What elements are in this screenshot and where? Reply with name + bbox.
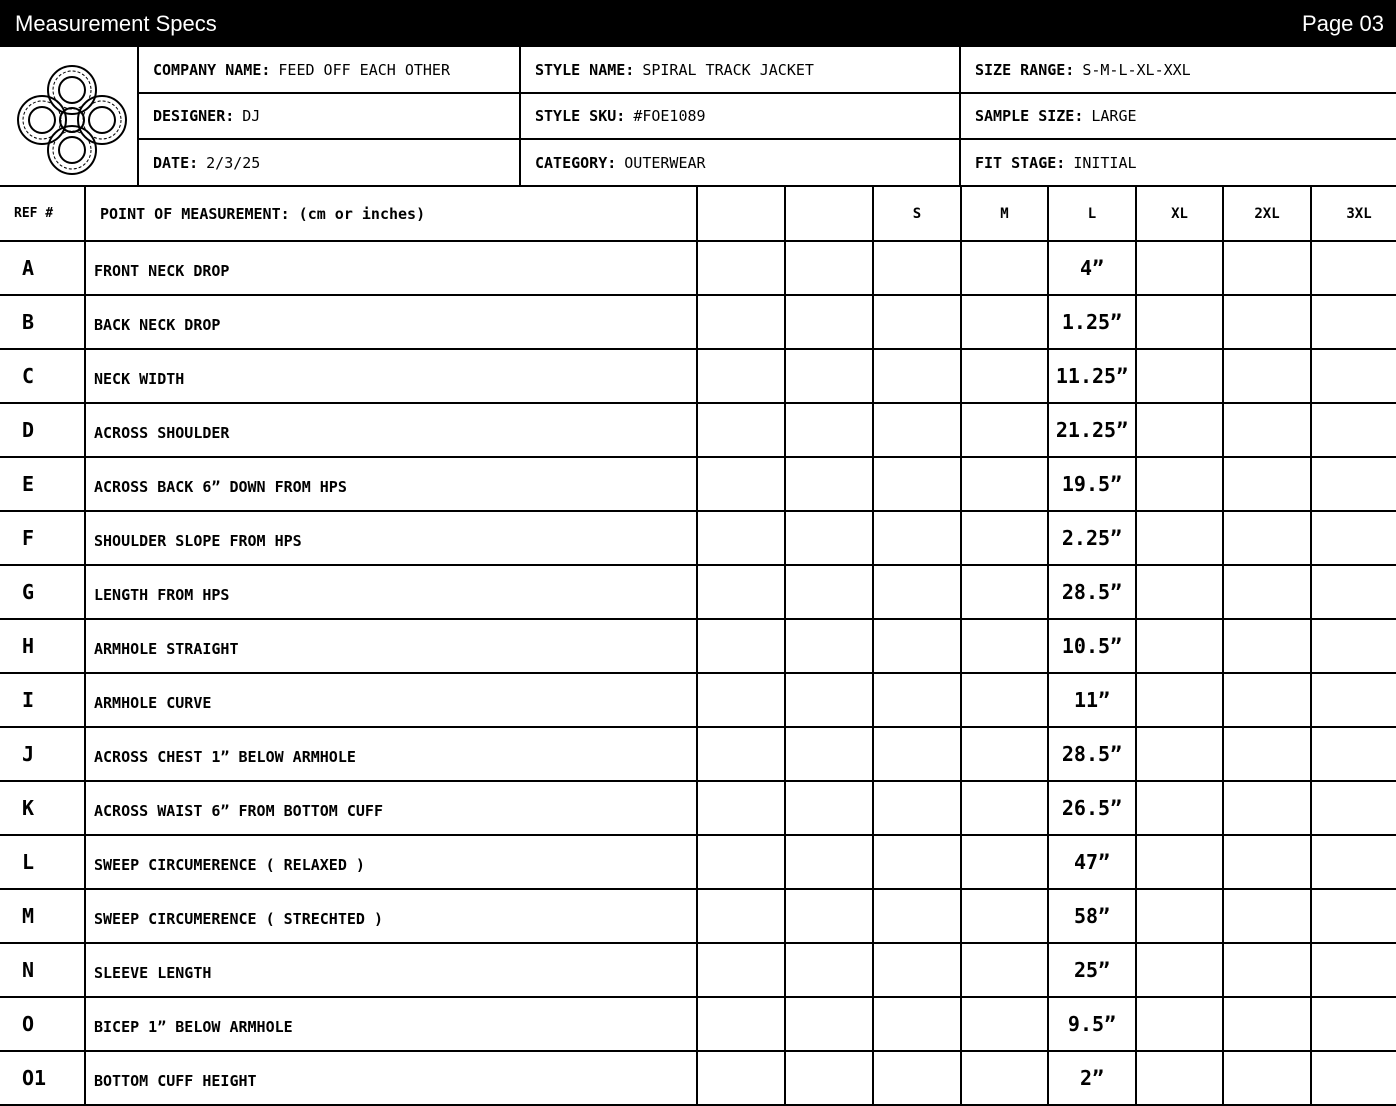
size-xl-cell[interactable] [1136, 511, 1223, 565]
size-l-cell[interactable]: 9.5” [1048, 997, 1136, 1051]
size-2xl-cell[interactable] [1223, 565, 1311, 619]
table-row [0, 889, 1396, 943]
size-2xl-cell[interactable] [1223, 835, 1311, 889]
ref-cell[interactable]: I [0, 673, 85, 727]
size-s-cell[interactable] [873, 565, 961, 619]
measurement-table [0, 185, 1396, 1106]
size-2xl-cell[interactable] [1223, 889, 1311, 943]
empty-cell[interactable] [697, 511, 785, 565]
measurement-point-cell[interactable]: SWEEP CIRCUMERENCE ( RELAXED ) [85, 835, 697, 889]
measurement-point-cell[interactable]: ACROSS CHEST 1” BELOW ARMHOLE [85, 727, 697, 781]
table-body [0, 241, 1396, 1105]
size-s-cell[interactable] [873, 403, 961, 457]
col-blank [785, 186, 873, 241]
field-label: STYLE SKU: [535, 107, 626, 125]
measurement-point-cell[interactable]: ARMHOLE STRAIGHT [85, 619, 697, 673]
size-3xl-cell[interactable] [1311, 943, 1396, 997]
size-m-cell[interactable] [961, 565, 1048, 619]
ref-cell[interactable]: N [0, 943, 85, 997]
empty-cell[interactable] [785, 349, 873, 403]
table-row [0, 727, 1396, 781]
field-label: DATE: [153, 153, 199, 172]
ref-cell[interactable]: O1 [0, 1051, 85, 1105]
size-3xl-cell[interactable] [1311, 403, 1396, 457]
field-label: SAMPLE SIZE: [975, 107, 1084, 125]
size-l-cell[interactable]: 1.25” [1048, 295, 1136, 349]
size-3xl-cell[interactable] [1311, 295, 1396, 349]
brand-logo [0, 47, 139, 185]
size-m-cell[interactable] [961, 781, 1048, 835]
size-2xl-cell[interactable] [1223, 349, 1311, 403]
empty-cell[interactable] [785, 889, 873, 943]
empty-cell[interactable] [785, 457, 873, 511]
size-s-cell[interactable] [873, 727, 961, 781]
col-size-2xl: 2XL [1223, 186, 1311, 241]
ref-cell[interactable]: E [0, 457, 85, 511]
table-row [0, 565, 1396, 619]
field-value: OUTERWEAR [624, 153, 706, 172]
empty-cell[interactable] [697, 295, 785, 349]
empty-cell[interactable] [785, 241, 873, 295]
measurement-point-cell[interactable]: ACROSS SHOULDER [85, 403, 697, 457]
ref-cell[interactable]: M [0, 889, 85, 943]
ref-cell[interactable]: A [0, 241, 85, 295]
size-xl-cell[interactable] [1136, 997, 1223, 1051]
empty-cell[interactable] [697, 997, 785, 1051]
size-3xl-cell[interactable] [1311, 565, 1396, 619]
designer-field [139, 94, 521, 140]
empty-cell[interactable] [785, 1051, 873, 1105]
size-2xl-cell[interactable] [1223, 727, 1311, 781]
fit-stage-field [961, 140, 1396, 185]
size-s-cell[interactable] [873, 673, 961, 727]
size-m-cell[interactable] [961, 997, 1048, 1051]
size-2xl-cell[interactable] [1223, 457, 1311, 511]
table-row [0, 997, 1396, 1051]
size-s-cell[interactable] [873, 997, 961, 1051]
ref-cell[interactable]: C [0, 349, 85, 403]
size-xl-cell[interactable] [1136, 403, 1223, 457]
size-xl-cell[interactable] [1136, 781, 1223, 835]
table-row [0, 295, 1396, 349]
size-l-cell[interactable]: 28.5” [1048, 727, 1136, 781]
empty-cell[interactable] [697, 565, 785, 619]
field-label: STYLE NAME: [535, 60, 635, 79]
size-l-cell[interactable]: 19.5” [1048, 457, 1136, 511]
size-2xl-cell[interactable] [1223, 997, 1311, 1051]
size-2xl-cell[interactable] [1223, 295, 1311, 349]
col-size-m: M [961, 186, 1048, 241]
size-m-cell[interactable] [961, 511, 1048, 565]
size-m-cell[interactable] [961, 457, 1048, 511]
size-2xl-cell[interactable] [1223, 241, 1311, 295]
measurement-point-cell[interactable]: BACK NECK DROP [85, 295, 697, 349]
empty-cell[interactable] [697, 889, 785, 943]
field-label: CATEGORY: [535, 153, 617, 172]
table-row [0, 403, 1396, 457]
empty-cell[interactable] [785, 403, 873, 457]
col-blank [697, 186, 785, 241]
ref-cell[interactable]: J [0, 727, 85, 781]
size-s-cell[interactable] [873, 619, 961, 673]
size-m-cell[interactable] [961, 241, 1048, 295]
size-m-cell[interactable] [961, 295, 1048, 349]
table-row [0, 241, 1396, 295]
table-header-row [0, 186, 1396, 241]
page-number: Page 03 [1302, 11, 1384, 36]
ref-cell[interactable]: L [0, 835, 85, 889]
table-row [0, 349, 1396, 403]
table-row [0, 511, 1396, 565]
table-row [0, 457, 1396, 511]
size-l-cell[interactable]: 58” [1048, 889, 1136, 943]
size-3xl-cell[interactable] [1311, 349, 1396, 403]
table-row [0, 835, 1396, 889]
size-l-cell[interactable]: 11” [1048, 673, 1136, 727]
size-s-cell[interactable] [873, 349, 961, 403]
measurement-point-cell[interactable]: FRONT NECK DROP [85, 241, 697, 295]
empty-cell[interactable] [697, 673, 785, 727]
empty-cell[interactable] [785, 835, 873, 889]
ref-cell[interactable]: D [0, 403, 85, 457]
col-size-l: L [1048, 186, 1136, 241]
field-label: SIZE RANGE: [975, 60, 1075, 79]
size-m-cell[interactable] [961, 727, 1048, 781]
empty-cell[interactable] [785, 673, 873, 727]
size-l-cell[interactable]: 21.25” [1048, 403, 1136, 457]
col-size-3xl: 3XL [1311, 186, 1396, 241]
size-s-cell[interactable] [873, 241, 961, 295]
size-m-cell[interactable] [961, 673, 1048, 727]
sample-size-field [961, 94, 1396, 140]
size-m-cell[interactable] [961, 403, 1048, 457]
size-3xl-cell[interactable] [1311, 673, 1396, 727]
field-label: FIT STAGE: [975, 153, 1066, 172]
size-2xl-cell[interactable] [1223, 403, 1311, 457]
field-value: DJ [242, 107, 261, 125]
empty-cell[interactable] [785, 727, 873, 781]
size-xl-cell[interactable] [1136, 835, 1223, 889]
empty-cell[interactable] [785, 781, 873, 835]
size-s-cell[interactable] [873, 511, 961, 565]
field-label: COMPANY NAME: [153, 60, 271, 79]
ref-cell[interactable]: F [0, 511, 85, 565]
size-m-cell[interactable] [961, 835, 1048, 889]
empty-cell[interactable] [785, 619, 873, 673]
empty-cell[interactable] [785, 295, 873, 349]
style-sku-field [521, 94, 961, 140]
size-s-cell[interactable] [873, 457, 961, 511]
size-3xl-cell[interactable] [1311, 997, 1396, 1051]
table-row [0, 943, 1396, 997]
size-s-cell[interactable] [873, 835, 961, 889]
size-xl-cell[interactable] [1136, 457, 1223, 511]
size-2xl-cell[interactable] [1223, 943, 1311, 997]
size-2xl-cell[interactable] [1223, 781, 1311, 835]
size-s-cell[interactable] [873, 943, 961, 997]
page-title: Measurement Specs [15, 11, 217, 36]
field-value: SPIRAL TRACK JACKET [642, 60, 814, 79]
size-xl-cell[interactable] [1136, 565, 1223, 619]
col-point-of-measurement: POINT OF MEASUREMENT: (cm or inches) [85, 186, 697, 241]
measurement-point-cell[interactable]: ACROSS BACK 6” DOWN FROM HPS [85, 457, 697, 511]
table-row [0, 673, 1396, 727]
measurement-point-cell[interactable]: BICEP 1” BELOW ARMHOLE [85, 997, 697, 1051]
size-3xl-cell[interactable] [1311, 511, 1396, 565]
size-l-cell[interactable]: 11.25” [1048, 349, 1136, 403]
size-xl-cell[interactable] [1136, 943, 1223, 997]
measurement-point-cell[interactable]: BOTTOM CUFF HEIGHT [85, 1051, 697, 1105]
size-s-cell[interactable] [873, 889, 961, 943]
empty-cell[interactable] [697, 403, 785, 457]
size-xl-cell[interactable] [1136, 349, 1223, 403]
size-s-cell[interactable] [873, 1051, 961, 1105]
company-name-field [139, 47, 521, 94]
empty-cell[interactable] [697, 781, 785, 835]
size-m-cell[interactable] [961, 889, 1048, 943]
table-row [0, 781, 1396, 835]
empty-cell[interactable] [785, 565, 873, 619]
ref-cell[interactable]: B [0, 295, 85, 349]
ref-cell[interactable]: O [0, 997, 85, 1051]
measurement-point-cell[interactable]: NECK WIDTH [85, 349, 697, 403]
empty-cell[interactable] [697, 943, 785, 997]
size-m-cell[interactable] [961, 619, 1048, 673]
ref-cell[interactable]: G [0, 565, 85, 619]
measurement-point-cell[interactable]: ARMHOLE CURVE [85, 673, 697, 727]
size-xl-cell[interactable] [1136, 619, 1223, 673]
table-row [0, 1051, 1396, 1105]
size-s-cell[interactable] [873, 781, 961, 835]
empty-cell[interactable] [697, 727, 785, 781]
size-xl-cell[interactable] [1136, 889, 1223, 943]
empty-cell[interactable] [697, 835, 785, 889]
col-size-s: S [873, 186, 961, 241]
size-m-cell[interactable] [961, 943, 1048, 997]
style-name-field [521, 47, 961, 94]
size-l-cell[interactable]: 2.25” [1048, 511, 1136, 565]
empty-cell[interactable] [697, 457, 785, 511]
measurement-point-cell[interactable]: SHOULDER SLOPE FROM HPS [85, 511, 697, 565]
size-m-cell[interactable] [961, 349, 1048, 403]
knot-logo-icon [14, 62, 130, 178]
size-l-cell[interactable]: 28.5” [1048, 565, 1136, 619]
field-value: LARGE [1091, 107, 1137, 125]
size-3xl-cell[interactable] [1311, 1051, 1396, 1105]
empty-cell[interactable] [697, 619, 785, 673]
size-xl-cell[interactable] [1136, 673, 1223, 727]
empty-cell[interactable] [697, 349, 785, 403]
field-value: INITIAL [1073, 153, 1137, 172]
size-xl-cell[interactable] [1136, 727, 1223, 781]
field-label: DESIGNER: [153, 107, 235, 125]
size-3xl-cell[interactable] [1311, 835, 1396, 889]
size-3xl-cell[interactable] [1311, 619, 1396, 673]
field-value: FEED OFF EACH OTHER [278, 60, 450, 79]
measurement-point-cell[interactable]: ACROSS WAIST 6” FROM BOTTOM CUFF [85, 781, 697, 835]
empty-cell[interactable] [785, 997, 873, 1051]
size-3xl-cell[interactable] [1311, 241, 1396, 295]
empty-cell[interactable] [697, 241, 785, 295]
field-value: #FOE1089 [633, 107, 706, 125]
table-row [0, 619, 1396, 673]
size-l-cell[interactable]: 47” [1048, 835, 1136, 889]
size-m-cell[interactable] [961, 1051, 1048, 1105]
col-size-xl: XL [1136, 186, 1223, 241]
empty-cell[interactable] [785, 943, 873, 997]
size-2xl-cell[interactable] [1223, 511, 1311, 565]
size-2xl-cell[interactable] [1223, 673, 1311, 727]
empty-cell[interactable] [697, 1051, 785, 1105]
size-2xl-cell[interactable] [1223, 619, 1311, 673]
measurement-point-cell[interactable]: SWEEP CIRCUMERENCE ( STRECHTED ) [85, 889, 697, 943]
size-l-cell[interactable]: 2” [1048, 1051, 1136, 1105]
measurement-point-cell[interactable]: LENGTH FROM HPS [85, 565, 697, 619]
ref-cell[interactable]: H [0, 619, 85, 673]
size-xl-cell[interactable] [1136, 295, 1223, 349]
empty-cell[interactable] [785, 511, 873, 565]
size-2xl-cell[interactable] [1223, 1051, 1311, 1105]
size-3xl-cell[interactable] [1311, 889, 1396, 943]
measurement-point-cell[interactable]: SLEEVE LENGTH [85, 943, 697, 997]
col-ref: REF # [0, 186, 85, 241]
size-l-cell[interactable]: 4” [1048, 241, 1136, 295]
size-l-cell[interactable]: 26.5” [1048, 781, 1136, 835]
date-field [139, 140, 521, 185]
size-s-cell[interactable] [873, 295, 961, 349]
size-3xl-cell[interactable] [1311, 781, 1396, 835]
size-l-cell[interactable]: 10.5” [1048, 619, 1136, 673]
field-value: S-M-L-XL-XXL [1082, 60, 1191, 79]
category-field [521, 140, 961, 185]
size-range-field [961, 47, 1396, 94]
field-value: 2/3/25 [206, 153, 261, 172]
spec-header [0, 47, 1396, 185]
size-l-cell[interactable]: 25” [1048, 943, 1136, 997]
ref-cell[interactable]: K [0, 781, 85, 835]
size-xl-cell[interactable] [1136, 1051, 1223, 1105]
size-3xl-cell[interactable] [1311, 457, 1396, 511]
size-xl-cell[interactable] [1136, 241, 1223, 295]
size-3xl-cell[interactable] [1311, 727, 1396, 781]
title-bar [0, 0, 1396, 47]
